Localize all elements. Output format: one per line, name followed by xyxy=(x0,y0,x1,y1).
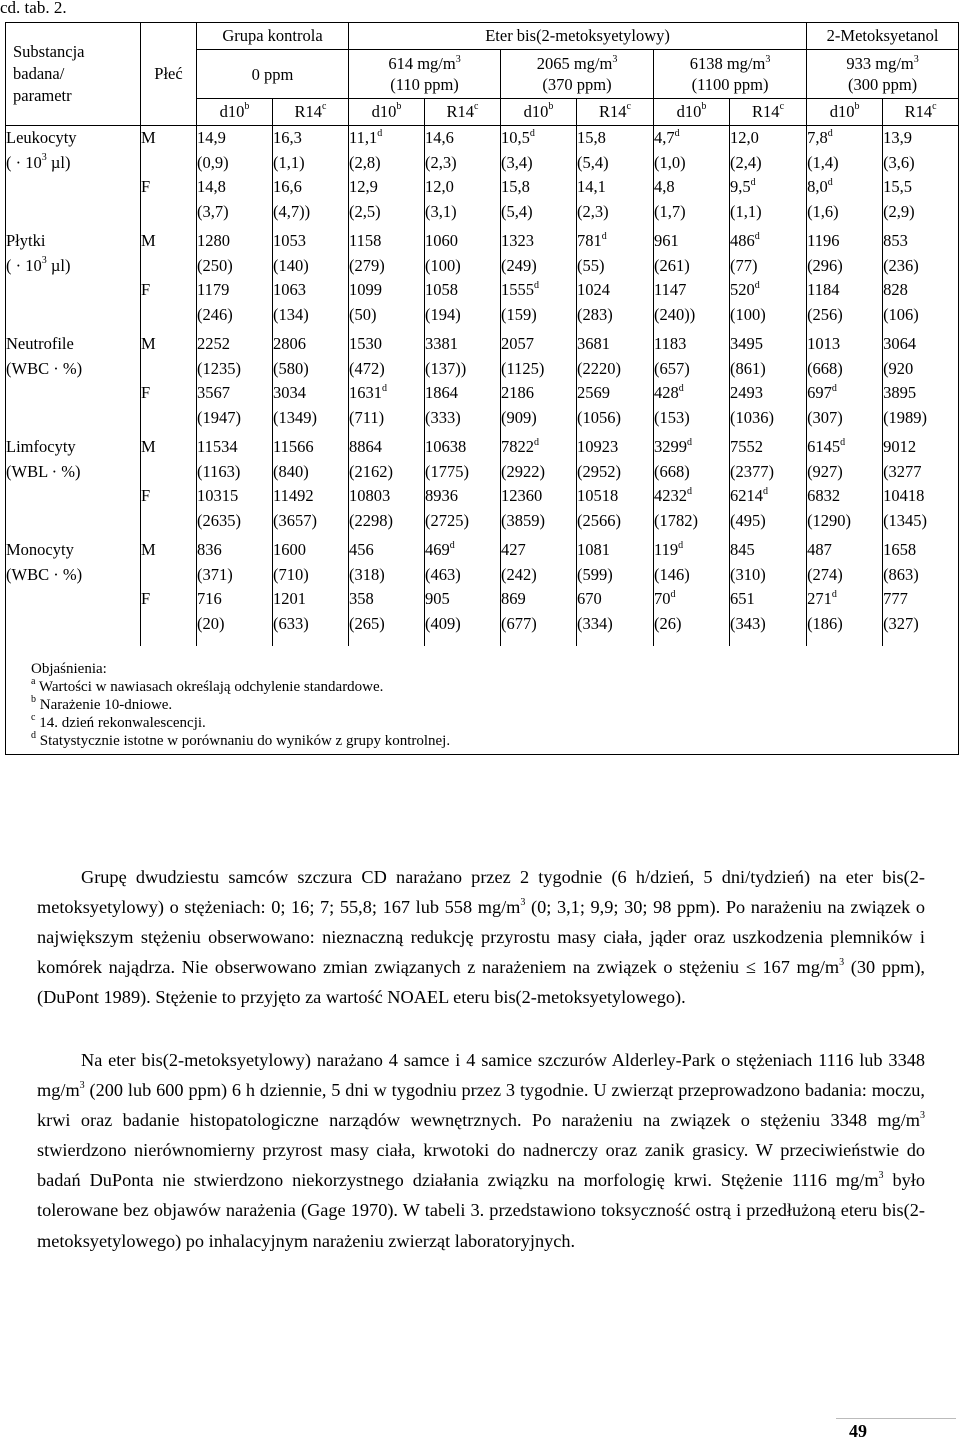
value-cell: 6145$^d$ (927) 6832 (1290) xyxy=(807,435,883,538)
value-cell: 1600 (710) 1201 (633) xyxy=(273,538,349,646)
note-item: $^a$ Wartości w nawiasach określają odchylenie standardowe. xyxy=(31,676,384,695)
col-d10-header: d10$^b$ xyxy=(501,99,577,126)
parameter-name: Płytki ( · $10^3$ µl) xyxy=(6,229,141,332)
value-cell: 961 (261) 1147 (240)) xyxy=(654,229,730,332)
col-d10-header: d10$^b$ xyxy=(654,99,730,126)
value-cell: 1053 (140) 1063 (134) xyxy=(273,229,349,332)
value-cell: 16,3 (1,1) 16,6 (4,7)) xyxy=(273,126,349,230)
value-cell: 12,0 (2,4) 9,5$^d$ (1,1) xyxy=(730,126,807,230)
table-caption: cd. tab. 2. xyxy=(0,0,67,17)
value-cell: 1323 (249) 1555$^d$ (159) xyxy=(501,229,577,332)
value-cell: 427 (242) 869 (677) xyxy=(501,538,577,646)
value-cell: 10638 (1775) 8936 (2725) xyxy=(425,435,501,538)
parameter-name: Leukocyty ( · $10^3$ µl) xyxy=(6,126,141,230)
value-cell: 2806 (580) 3034 (1349) xyxy=(273,332,349,435)
col-d10-header: d10$^b$ xyxy=(807,99,883,126)
data-table xyxy=(5,22,959,755)
value-cell: 8864 (2162) 10803 (2298) xyxy=(349,435,425,538)
value-cell: 15,8 (5,4) 14,1 (2,3) xyxy=(577,126,654,230)
col-d10-header: d10$^b$ xyxy=(197,99,273,126)
sex-cell: M F xyxy=(141,229,197,332)
value-cell: 10,5$^d$ (3,4) 15,8 (5,4) xyxy=(501,126,577,230)
conc-header: 933 $mg/m^3$ (300 ppm) xyxy=(807,50,959,99)
table-row xyxy=(6,332,959,435)
note-item: $^c$ 14. dzień rekonwalescencji. xyxy=(31,712,206,731)
value-cell: 9012 (3277 10418 (1345) xyxy=(883,435,959,538)
table-row xyxy=(6,435,959,538)
value-cell: 3495 (861) 2493 (1036) xyxy=(730,332,807,435)
conc-header: 6138 $mg/m^3$ (1100 ppm) xyxy=(654,50,807,99)
value-cell: 4,7$^d$ (1,0) 4,8 (1,7) xyxy=(654,126,730,230)
group-control-header: Grupa kontrola xyxy=(197,23,349,50)
sex-cell: M F xyxy=(141,538,197,646)
value-cell: 3681 (2220) 2569 (1056) xyxy=(577,332,654,435)
col-r14-header: R14$^c$ xyxy=(883,99,959,126)
value-cell: 836 (371) 716 (20) xyxy=(197,538,273,646)
conc-header: 2065 $mg/m^3$ (370 ppm) xyxy=(501,50,654,99)
value-cell: 11,1$^d$ (2,8) 12,9 (2,5) xyxy=(349,126,425,230)
value-cell: 3381 (137)) 1864 (333) xyxy=(425,332,501,435)
value-cell: 7552 (2377) 6214$^d$ (495) xyxy=(730,435,807,538)
col-r14-header: R14$^c$ xyxy=(425,99,501,126)
sex-header: Płeć xyxy=(141,23,197,126)
page-number: 49 xyxy=(849,1421,867,1441)
parameter-name: Neutrofile (WBC · %) xyxy=(6,332,141,435)
value-cell: 14,9 (0,9) 14,8 (3,7) xyxy=(197,126,273,230)
sex-cell: M F xyxy=(141,435,197,538)
sex-cell: M F xyxy=(141,126,197,230)
value-cell: 845 (310) 651 (343) xyxy=(730,538,807,646)
group-methoxyethanol-header: 2-Metoksyetanol xyxy=(807,23,959,50)
value-cell: 10923 (2952) 10518 (2566) xyxy=(577,435,654,538)
value-cell: 1158 (279) 1099 (50) xyxy=(349,229,425,332)
table-row xyxy=(6,126,959,230)
group-ether-header: Eter bis(2-metoksyetylowy) xyxy=(349,23,807,50)
col-d10-header: d10$^b$ xyxy=(349,99,425,126)
value-cell: 7,8$^d$ (1,4) 8,0$^d$ (1,6) xyxy=(807,126,883,230)
value-cell: 487 (274) 271$^d$ (186) xyxy=(807,538,883,646)
table-row xyxy=(6,229,959,332)
paragraph-2: Na eter bis(2-metoksyetylowy) narażano 4 samce i 4 samice szczurów Alderley-Park o stężeniach 1116 lub 3348 $mg/m^3$ (200 lub 600 ppm) 6 h dziennie, 5 dni w tygodniu przez 3 tygodnie. U zwierząt przeprowadzono badania: moczu, krwi oraz badanie histopatologiczne narządów wewnętrznych. Po narażeniu na związek o stężeniu 3348 $mg/m^3$ stwierdzono nierównomierny przyrost masy ciała, krwotoki do nadnerczy oraz zanik grasicy. W przeciwieństwie do badań DuPonta nie stwierdzono niekorzystnego działania związku na morfologię krwi. Stężenie 1116 $mg/m^3$ było tolerowane bez objawów narażenia (Gage 1970). W tabeli 3. przedstawiono toksyczność ostrą i przedłużoną eteru bis(2-metoksyetylowego) po inhalacyjnym narażeniu zwierząt laboratoryjnych. xyxy=(37,1050,925,1251)
value-cell: 119$^d$ (146) 70$^d$ (26) xyxy=(654,538,730,646)
value-cell: 469$^d$ (463) 905 (409) xyxy=(425,538,501,646)
col-r14-header: R14$^c$ xyxy=(273,99,349,126)
table-row xyxy=(6,538,959,646)
value-cell: 2252 (1235) 3567 (1947) xyxy=(197,332,273,435)
col-r14-header: R14$^c$ xyxy=(577,99,654,126)
value-cell: 486$^d$ (77) 520$^d$ (100) xyxy=(730,229,807,332)
value-cell: 1081 (599) 670 (334) xyxy=(577,538,654,646)
col-r14-header: R14$^c$ xyxy=(730,99,807,126)
note-item: $^d$ Statystycznie istotne w porównaniu do wyników z grupy kontrolnej. xyxy=(31,730,451,749)
value-cell: 14,6 (2,3) 12,0 (3,1) xyxy=(425,126,501,230)
note-item: $^b$ Narażenie 10-dniowe. xyxy=(31,694,173,713)
parameter-name: Limfocyty (WBL · %) xyxy=(6,435,141,538)
value-cell: 3299$^d$ (668) 4232$^d$ (1782) xyxy=(654,435,730,538)
value-cell: 11566 (840) 11492 (3657) xyxy=(273,435,349,538)
value-cell: 1530 (472) 1631$^d$ (711) xyxy=(349,332,425,435)
table-notes: Objaśnienia: $^a$ Wartości w nawiasach określają odchylenie standardowe. $^b$ Narażenie 10-dniowe. $^c$ 14. dzień rekonwalescencji. $^d$ Statystycznie istotne w porównaniu do wyników z grupy kontrolnej. xyxy=(6,646,959,755)
value-cell: 853 (236) 828 (106) xyxy=(883,229,959,332)
value-cell: 456 (318) 358 (265) xyxy=(349,538,425,646)
value-cell: 1060 (100) 1058 (194) xyxy=(425,229,501,332)
value-cell: 1013 (668) 697$^d$ (307) xyxy=(807,332,883,435)
value-cell: 11534 (1163) 10315 (2635) xyxy=(197,435,273,538)
sex-cell: M F xyxy=(141,332,197,435)
value-cell: 2057 (1125) 2186 (909) xyxy=(501,332,577,435)
page-number-rule xyxy=(836,1418,956,1419)
value-cell: 781$^d$ (55) 1024 (283) xyxy=(577,229,654,332)
paragraph-1: Grupę dwudziestu samców szczura CD narażano przez 2 tygodnie (6 h/dzień, 5 dni/tydzień) na eter bis(2-metoksyetylowy) o stężeniach: 0; 16; 7; 55,8; 167 lub 558 $mg/m^3$ (0; 3,1; 9,9; 30; 98 ppm). Po narażeniu na związek o największym stężeniu obserwowano: nieznaczną redukcję przyrostu masy ciała, jąder oraz uszkodzenia plemników i komórek najądrza. Nie obserwowano zmian związanych z narażeniem na związek o stężeniu ≤ 167 $mg/m^3$ (30 ppm), (DuPont 1989). Stężenie to przyjęto za wartość NOAEL eteru bis(2-metoksyetylowego). xyxy=(37,867,925,1008)
conc-control: 0 ppm xyxy=(197,50,349,99)
value-cell: 13,9 (3,6) 15,5 (2,9) xyxy=(883,126,959,230)
value-cell: 1196 (296) 1184 (256) xyxy=(807,229,883,332)
parameter-name: Monocyty (WBC · %) xyxy=(6,538,141,646)
value-cell: 1183 (657) 428$^d$ (153) xyxy=(654,332,730,435)
value-cell: 1280 (250) 1179 (246) xyxy=(197,229,273,332)
substance-header: Substancja badana/ parametr xyxy=(6,23,141,126)
conc-header: 614 $mg/m^3$ (110 ppm) xyxy=(349,50,501,99)
value-cell: 1658 (863) 777 (327) xyxy=(883,538,959,646)
value-cell: 3064 (920 3895 (1989) xyxy=(883,332,959,435)
value-cell: 7822$^d$ (2922) 12360 (3859) xyxy=(501,435,577,538)
